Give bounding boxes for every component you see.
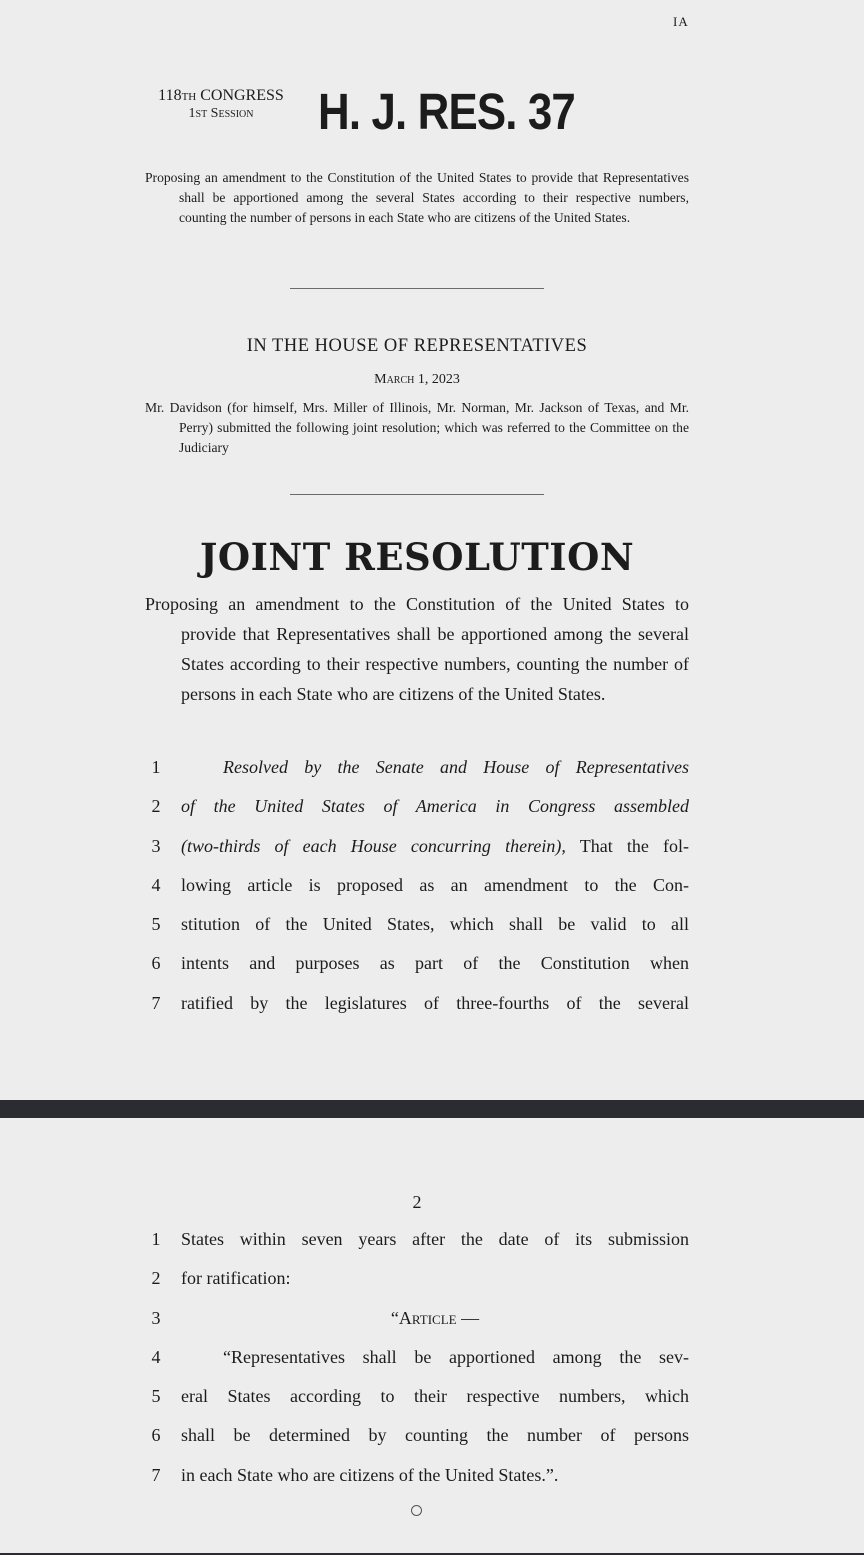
numbered-line bbox=[145, 1308, 689, 1347]
congress-session-block bbox=[145, 87, 297, 123]
numbered-lines-page-1 bbox=[145, 757, 689, 1032]
numbered-line bbox=[145, 1229, 689, 1268]
line-text: “Representatives shall be apportioned among the sev- bbox=[223, 1346, 689, 1367]
line-text-roman: That the fol- bbox=[565, 835, 689, 856]
line-number: 6 bbox=[151, 953, 161, 974]
numbered-line bbox=[145, 1268, 689, 1307]
line-number: 1 bbox=[151, 1229, 161, 1249]
line-text: States within seven years after the date of its submission bbox=[181, 1229, 689, 1249]
line-number: 2 bbox=[151, 1268, 161, 1289]
end-of-document-circle-icon bbox=[411, 1505, 422, 1516]
sponsors-paragraph: Mr. Davidson (for himself, Mrs. Miller of Illinois, Mr. Norman, Mr. Jackson of Texas, and Mr. Perry) submitted the following joint resolution; which was referred to the Committee on the Judiciary bbox=[145, 400, 689, 455]
line-number: 3 bbox=[151, 835, 161, 856]
numbered-lines-page-2 bbox=[145, 1229, 689, 1504]
numbered-line bbox=[145, 1465, 689, 1504]
corner-mark: IA bbox=[673, 14, 689, 29]
numbered-line bbox=[145, 875, 689, 914]
numbered-line bbox=[145, 796, 689, 835]
numbered-line bbox=[145, 1425, 689, 1464]
line-number: 6 bbox=[151, 1425, 161, 1446]
numbered-line bbox=[145, 836, 689, 875]
numbered-line bbox=[145, 757, 689, 796]
line-number: 4 bbox=[151, 1346, 161, 1367]
line-text: shall be determined by counting the number of persons bbox=[181, 1425, 689, 1446]
line-text: lowing article is proposed as an amendment to the Con- bbox=[181, 874, 689, 895]
congress-label: 118th CONGRESS bbox=[158, 87, 284, 104]
line-number: 3 bbox=[151, 1307, 161, 1328]
line-number: 1 bbox=[151, 757, 161, 777]
line-number: 7 bbox=[151, 1464, 161, 1485]
line-number: 2 bbox=[151, 796, 161, 817]
line-text: ratified by the legislatures of three-fourths of the several bbox=[181, 992, 689, 1013]
chamber-heading: IN THE HOUSE OF REPRESENTATIVES bbox=[246, 336, 588, 356]
session-label: 1st Session bbox=[188, 106, 254, 121]
line-text: in each State who are citizens of the United States.”. bbox=[181, 1464, 559, 1485]
page-number: 2 bbox=[412, 1192, 422, 1212]
line-text-italic: (two-thirds of each House concurring therein), bbox=[181, 835, 566, 856]
article-heading: “Article — bbox=[390, 1307, 480, 1328]
line-text: stitution of the United States, which shall be valid to all bbox=[181, 914, 689, 935]
line-number: 7 bbox=[151, 992, 161, 1013]
line-number: 5 bbox=[151, 1386, 161, 1407]
separator-rule bbox=[290, 288, 544, 289]
document-title: JOINT RESOLUTION bbox=[199, 535, 635, 579]
preamble-paragraph: Proposing an amendment to the Constitution of the United States to provide that Representatives shall be apportioned among the several States according to their respective numbers, counting the number of persons in each State who are citizens of the United States. bbox=[145, 594, 689, 704]
line-number: 4 bbox=[151, 874, 161, 895]
resolution-number: H. J. RES. 37 bbox=[318, 83, 575, 140]
separator-rule bbox=[290, 494, 544, 495]
numbered-line bbox=[145, 1347, 689, 1386]
numbered-line bbox=[145, 993, 689, 1032]
line-text: eral States according to their respective numbers, which bbox=[181, 1386, 689, 1407]
page-separator-band bbox=[0, 1100, 864, 1118]
line-text: Resolved by the Senate and House of Representatives bbox=[223, 757, 689, 777]
introduction-date: March 1, 2023 bbox=[374, 372, 460, 387]
line-text: of the United States of America in Congress assembled bbox=[181, 796, 689, 817]
line-text: intents and purposes as part of the Constitution when bbox=[181, 953, 689, 974]
line-text bbox=[181, 836, 689, 857]
numbered-line bbox=[145, 914, 689, 953]
numbered-line bbox=[145, 953, 689, 992]
line-text: for ratification: bbox=[181, 1268, 291, 1289]
numbered-line bbox=[145, 1386, 689, 1425]
line-number: 5 bbox=[151, 914, 161, 935]
bill-summary: Proposing an amendment to the Constitution of the United States to provide that Representatives shall be apportioned among the several States according to their respective numbers, counting the number of persons in each State who are citizens of the United States. bbox=[145, 170, 689, 225]
